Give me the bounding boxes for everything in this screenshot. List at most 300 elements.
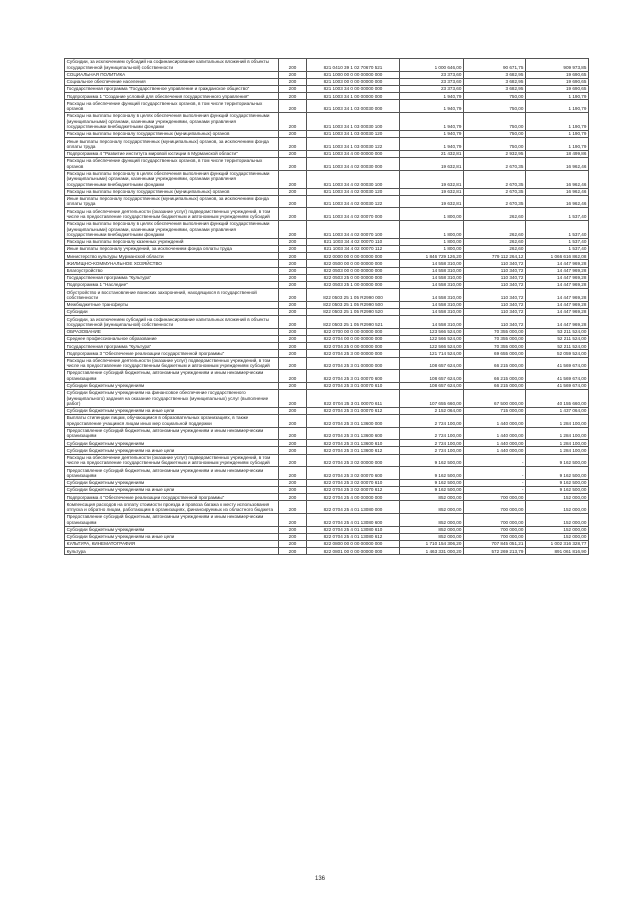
row-classification-code: 822 0503 25 1 05 R2990 000 <box>307 289 400 302</box>
row-name: Расходы на обеспечение деятельности (оказание услуг) подведомственных учреждений, в том числе на предоставление государственным бюджетным и автономным учреждениям субсидий <box>65 454 279 467</box>
row-unexecuted-amount: 1 437 064,00 <box>526 407 589 414</box>
row-line-code: 200 <box>279 447 307 454</box>
row-unexecuted-amount: 16 962,46 <box>526 188 589 195</box>
row-executed-amount: 2 670,35 <box>464 188 526 195</box>
row-unexecuted-amount: 152 000,00 <box>526 501 589 514</box>
row-executed-amount: 1 440 000,00 <box>464 440 526 447</box>
row-approved-amount: 9 162 500,00 <box>400 454 464 467</box>
row-line-code: 200 <box>279 59 307 72</box>
row-line-code: 200 <box>279 308 307 315</box>
row-executed-amount: - <box>464 479 526 486</box>
row-unexecuted-amount: 1 537,40 <box>526 220 589 238</box>
row-classification-code: 822 0503 25 1 05 R2990 520 <box>307 308 400 315</box>
table-row <box>65 382 589 389</box>
row-line-code: 200 <box>279 370 307 383</box>
row-executed-amount: 779 112 264,12 <box>464 253 526 260</box>
row-classification-code: 822 0503 25 1 05 R2990 521 <box>307 316 400 329</box>
row-name: ОБРАЗОВАНИЕ <box>65 328 279 335</box>
row-approved-amount: 1 800,00 <box>400 208 464 221</box>
row-name: Иные выплаты персоналу государственных (муниципальных) органов, за исключением фонда оплаты труда <box>65 138 279 151</box>
row-line-code: 200 <box>279 513 307 526</box>
row-executed-amount: 69 655 000,00 <box>464 350 526 357</box>
row-classification-code: 822 0704 25 3 01 00000 000 <box>307 357 400 370</box>
row-approved-amount: 23 373,60 <box>400 71 464 78</box>
row-executed-amount: 750,00 <box>464 93 526 100</box>
row-name: Иные выплаты персоналу государственных (муниципальных) органов, за исключением фонда оплаты труда <box>65 195 279 208</box>
table-row <box>65 407 589 414</box>
row-executed-amount: 3 682,95 <box>464 78 526 85</box>
row-executed-amount: 3 682,95 <box>464 71 526 78</box>
row-approved-amount: 1 710 154 306,20 <box>400 540 464 547</box>
row-name: Государственная программа "Культура" <box>65 343 279 350</box>
row-classification-code: 821 1003 34 4 02 00030 122 <box>307 195 400 208</box>
row-classification-code: 821 1003 34 1 03 00030 120 <box>307 130 400 137</box>
row-line-code: 200 <box>279 100 307 113</box>
row-name: Субсидии <box>65 308 279 315</box>
table-row <box>65 447 589 454</box>
row-name: Расходы на обеспечение функций государственных органов, в том числе территориальных органов <box>65 157 279 170</box>
row-executed-amount: 2 670,35 <box>464 157 526 170</box>
table-row <box>65 78 589 85</box>
row-approved-amount: 1 940,79 <box>400 130 464 137</box>
row-name: Выплаты стипендии лицам, обучающимся в образовательных организациях, в также предоставление учащимся лицам иных мер социальной поддержки <box>65 415 279 428</box>
row-name: Расходы на выплаты персоналу в целях обеспечения выполнения функций государственными (муниципальными) органами, казенными учреждениями, органами управления государственными внебюджетными фондами <box>65 112 279 130</box>
row-line-code: 200 <box>279 479 307 486</box>
row-unexecuted-amount: 41 569 674,00 <box>526 370 589 383</box>
row-name: Субсидии бюджетным учреждениям <box>65 526 279 533</box>
row-unexecuted-amount: 1 284 100,00 <box>526 440 589 447</box>
row-line-code: 200 <box>279 170 307 188</box>
row-name: Субсидии бюджетным учреждениям <box>65 479 279 486</box>
row-approved-amount: 9 162 500,00 <box>400 467 464 480</box>
row-line-code: 200 <box>279 343 307 350</box>
table-row <box>65 157 589 170</box>
row-unexecuted-amount: 1 190,79 <box>526 130 589 137</box>
table-row <box>65 85 589 92</box>
row-name: Обустройство и восстановление воинских захоронений, находящихся в государственной собственности <box>65 289 279 302</box>
table-row <box>65 487 589 494</box>
row-line-code: 200 <box>279 415 307 428</box>
row-classification-code: 822 0704 25 4 00 00000 000 <box>307 494 400 501</box>
row-classification-code: 822 0704 25 4 01 13080 612 <box>307 533 400 540</box>
row-unexecuted-amount: 14 447 969,28 <box>526 282 589 289</box>
row-executed-amount: 110 340,72 <box>464 289 526 302</box>
row-executed-amount: 572 269 213,79 <box>464 548 526 555</box>
row-unexecuted-amount: 152 000,00 <box>526 494 589 501</box>
row-approved-amount: 14 558 310,00 <box>400 282 464 289</box>
table-row <box>65 440 589 447</box>
row-executed-amount: 700 000,00 <box>464 501 526 514</box>
row-name: Субсидии бюджетным учреждениям <box>65 382 279 389</box>
row-name: Предоставление субсидий бюджетным, автономным учреждениям и иным некоммерческим организациям <box>65 427 279 440</box>
row-classification-code: 822 0704 25 3 00 00000 000 <box>307 350 400 357</box>
table-row <box>65 238 589 245</box>
row-name: Иные выплаты персоналу учреждений, за исключением фонда оплаты труда <box>65 246 279 253</box>
table-row <box>65 150 589 157</box>
row-line-code: 200 <box>279 282 307 289</box>
row-classification-code: 821 1003 34 4 02 00070 100 <box>307 220 400 238</box>
row-executed-amount: 700 000,00 <box>464 513 526 526</box>
row-executed-amount: 110 340,72 <box>464 282 526 289</box>
row-executed-amount: 110 340,72 <box>464 301 526 308</box>
row-classification-code: 821 1003 34 4 02 00030 100 <box>307 170 400 188</box>
table-row <box>65 253 589 260</box>
row-unexecuted-amount: 1 066 616 862,08 <box>526 253 589 260</box>
row-line-code: 200 <box>279 494 307 501</box>
row-line-code: 200 <box>279 289 307 302</box>
row-line-code: 200 <box>279 267 307 274</box>
row-unexecuted-amount: 14 447 969,28 <box>526 301 589 308</box>
row-executed-amount: 2 932,95 <box>464 150 526 157</box>
row-approved-amount: 1 940,79 <box>400 93 464 100</box>
row-unexecuted-amount: 1 284 100,00 <box>526 447 589 454</box>
row-name: Субсидии, за исключением субсидий на софинансирование капитальных вложений в объекты государственной (муниципальной) собственности <box>65 316 279 329</box>
row-executed-amount: - <box>464 487 526 494</box>
row-line-code: 200 <box>279 253 307 260</box>
table-row <box>65 130 589 137</box>
row-approved-amount: 21 432,81 <box>400 150 464 157</box>
row-name: Культура <box>65 548 279 555</box>
row-classification-code: 822 0503 25 1 00 00000 000 <box>307 282 400 289</box>
row-classification-code: 821 1003 34 4 02 00030 000 <box>307 157 400 170</box>
row-unexecuted-amount: 19 690,65 <box>526 85 589 92</box>
row-classification-code: 822 0704 25 3 02 00070 610 <box>307 479 400 486</box>
row-unexecuted-amount: 9 162 500,00 <box>526 454 589 467</box>
row-classification-code: 822 0503 00 0 00 00000 000 <box>307 267 400 274</box>
row-line-code: 200 <box>279 389 307 407</box>
row-approved-amount: 14 558 310,00 <box>400 274 464 281</box>
row-classification-code: 822 0503 25 1 05 R2990 500 <box>307 301 400 308</box>
row-executed-amount: 700 000,00 <box>464 494 526 501</box>
row-approved-amount: 19 632,81 <box>400 188 464 195</box>
row-line-code: 200 <box>279 382 307 389</box>
row-approved-amount: 9 162 500,00 <box>400 487 464 494</box>
row-classification-code: 822 0704 25 0 00 00000 000 <box>307 343 400 350</box>
row-line-code: 200 <box>279 501 307 514</box>
table-row <box>65 274 589 281</box>
table-row <box>65 526 589 533</box>
table-row <box>65 100 589 113</box>
row-name: Расходы на обеспечение деятельности (оказание услуг) подведомственных учреждений, в том числе на предоставление государственным бюджетным и автономным учреждениям субсидий <box>65 357 279 370</box>
row-unexecuted-amount: 152 000,00 <box>526 513 589 526</box>
row-classification-code: 821 1003 34 4 00 00000 000 <box>307 150 400 157</box>
row-name: Государственная программа "Культура" <box>65 274 279 281</box>
row-line-code: 200 <box>279 533 307 540</box>
row-name: Министерство культуры Мурманской области <box>65 253 279 260</box>
row-line-code: 200 <box>279 540 307 547</box>
row-line-code: 200 <box>279 220 307 238</box>
row-line-code: 200 <box>279 238 307 245</box>
table-row <box>65 170 589 188</box>
row-line-code: 200 <box>279 208 307 221</box>
row-classification-code: 821 1003 34 1 03 00030 100 <box>307 112 400 130</box>
row-line-code: 200 <box>279 85 307 92</box>
row-approved-amount: 1 463 331 000,20 <box>400 548 464 555</box>
row-classification-code: 822 0704 25 4 01 13080 600 <box>307 513 400 526</box>
row-approved-amount: 121 714 524,00 <box>400 350 464 357</box>
row-name: Расходы на обеспечение функций государственных органов, в том числе территориальных органов <box>65 100 279 113</box>
row-unexecuted-amount: 52 059 524,00 <box>526 350 589 357</box>
row-executed-amount: 1 440 000,00 <box>464 415 526 428</box>
table-row <box>65 188 589 195</box>
row-line-code: 200 <box>279 112 307 130</box>
row-classification-code: 822 0801 00 0 00 00000 000 <box>307 548 400 555</box>
row-unexecuted-amount: 1 190,79 <box>526 112 589 130</box>
row-classification-code: 821 1000 00 0 00 00000 000 <box>307 71 400 78</box>
row-executed-amount: 66 215 000,00 <box>464 382 526 389</box>
row-unexecuted-amount: 18 499,86 <box>526 150 589 157</box>
row-unexecuted-amount: 14 447 969,28 <box>526 308 589 315</box>
row-name: Подпрограмма 3 "Обеспечение реализации государственной программы" <box>65 350 279 357</box>
row-classification-code: 822 0503 25 0 00 00000 000 <box>307 274 400 281</box>
row-name: Предоставление субсидий бюджетным, автономным учреждениям и иным некоммерческим организациям <box>65 467 279 480</box>
row-classification-code: 822 0800 00 0 00 00000 000 <box>307 540 400 547</box>
row-classification-code: 821 1003 34 1 03 00030 122 <box>307 138 400 151</box>
row-name: Субсидии, за исключением субсидий на софинансирование капитальных вложений в объекты государственной (муниципальной) собственности <box>65 59 279 72</box>
row-name: Субсидии бюджетным учреждениям на иные цели <box>65 533 279 540</box>
row-line-code: 200 <box>279 150 307 157</box>
row-classification-code: 822 0000 00 0 00 00000 000 <box>307 253 400 260</box>
row-name: ЖИЛИЩНО-КОММУНАЛЬНОЕ ХОЗЯЙСТВО <box>65 260 279 267</box>
row-line-code: 200 <box>279 316 307 329</box>
row-approved-amount: 852 000,00 <box>400 533 464 540</box>
row-classification-code: 821 1003 34 4 02 00070 000 <box>307 208 400 221</box>
row-approved-amount: 14 558 310,00 <box>400 267 464 274</box>
row-classification-code: 822 0704 00 0 00 00000 000 <box>307 335 400 342</box>
row-approved-amount: 852 000,00 <box>400 494 464 501</box>
row-approved-amount: 19 632,81 <box>400 157 464 170</box>
row-executed-amount: 3 682,95 <box>464 85 526 92</box>
row-executed-amount: 110 340,72 <box>464 267 526 274</box>
row-approved-amount: 108 657 624,00 <box>400 357 464 370</box>
row-unexecuted-amount: 53 211 524,00 <box>526 328 589 335</box>
row-executed-amount: - <box>464 467 526 480</box>
row-line-code: 200 <box>279 188 307 195</box>
row-classification-code: 821 1003 34 1 00 00000 000 <box>307 93 400 100</box>
table-row <box>65 195 589 208</box>
row-line-code: 200 <box>279 526 307 533</box>
row-unexecuted-amount: 40 155 660,00 <box>526 389 589 407</box>
table-row <box>65 343 589 350</box>
row-classification-code: 822 0704 25 3 02 00070 600 <box>307 467 400 480</box>
row-approved-amount: 2 724 100,00 <box>400 415 464 428</box>
row-executed-amount: 262,60 <box>464 246 526 253</box>
row-executed-amount: 2 670,35 <box>464 195 526 208</box>
row-line-code: 200 <box>279 350 307 357</box>
table-row <box>65 548 589 555</box>
row-line-code: 200 <box>279 548 307 555</box>
row-approved-amount: 107 655 660,00 <box>400 389 464 407</box>
table-row <box>65 389 589 407</box>
row-line-code: 200 <box>279 427 307 440</box>
row-executed-amount: 1 440 000,00 <box>464 427 526 440</box>
table-row <box>65 427 589 440</box>
table-row <box>65 357 589 370</box>
row-classification-code: 822 0704 25 3 01 13600 000 <box>307 415 400 428</box>
row-executed-amount: 715 000,00 <box>464 407 526 414</box>
row-name: Субсидии бюджетным учреждениям на финансовое обеспечение государственного (муниципального) задания на оказание государственных (муниципальных) услуг (выполнение работ) <box>65 389 279 407</box>
row-line-code: 200 <box>279 246 307 253</box>
row-line-code: 200 <box>279 71 307 78</box>
table-row <box>65 540 589 547</box>
row-executed-amount: 750,00 <box>464 130 526 137</box>
row-executed-amount: 67 500 000,00 <box>464 389 526 407</box>
row-approved-amount: 9 162 500,00 <box>400 479 464 486</box>
row-executed-amount: 1 440 000,00 <box>464 447 526 454</box>
row-approved-amount: 1 940,79 <box>400 100 464 113</box>
row-approved-amount: 852 000,00 <box>400 513 464 526</box>
row-line-code: 200 <box>279 130 307 137</box>
table-row <box>65 308 589 315</box>
row-approved-amount: 1 800,00 <box>400 246 464 253</box>
row-unexecuted-amount: 52 211 524,00 <box>526 343 589 350</box>
row-unexecuted-amount: 1 537,40 <box>526 246 589 253</box>
row-line-code: 200 <box>279 335 307 342</box>
row-line-code: 200 <box>279 407 307 414</box>
row-classification-code: 822 0700 00 0 00 00000 000 <box>307 328 400 335</box>
row-classification-code: 822 0704 25 4 01 13080 610 <box>307 526 400 533</box>
row-classification-code: 822 0704 25 3 01 13600 610 <box>307 440 400 447</box>
row-approved-amount: 19 632,81 <box>400 170 464 188</box>
row-name: КУЛЬТУРА, КИНЕМАТОГРАФИЯ <box>65 540 279 547</box>
row-executed-amount: 66 215 000,00 <box>464 357 526 370</box>
row-classification-code: 822 0704 25 3 01 13600 612 <box>307 447 400 454</box>
row-approved-amount: 2 724 100,00 <box>400 427 464 440</box>
row-unexecuted-amount: 14 447 969,28 <box>526 260 589 267</box>
row-name: Предоставление субсидий бюджетным, автономным учреждениям и иным некоммерческим организациям <box>65 513 279 526</box>
row-executed-amount: 110 340,72 <box>464 260 526 267</box>
row-name: Расходы на выплаты персоналу казенных учреждений <box>65 238 279 245</box>
row-line-code: 200 <box>279 157 307 170</box>
row-line-code: 200 <box>279 138 307 151</box>
row-name: Благоустройство <box>65 267 279 274</box>
row-name: Расходы на выплаты персоналу в целях обеспечения выполнения функций государственными (муниципальными) органами, казенными учреждениями, органами управления государственными внебюджетными фондами <box>65 170 279 188</box>
row-name: Субсидии бюджетным учреждениям на иные цели <box>65 407 279 414</box>
row-unexecuted-amount: 19 690,65 <box>526 78 589 85</box>
row-line-code: 200 <box>279 93 307 100</box>
row-approved-amount: 14 558 310,00 <box>400 289 464 302</box>
table-row <box>65 370 589 383</box>
row-name: Подпрограмма 4 "Развитие института мировой юстиции в Мурманской области" <box>65 150 279 157</box>
row-approved-amount: 1 846 729 126,20 <box>400 253 464 260</box>
table-row <box>65 260 589 267</box>
row-unexecuted-amount: 14 447 969,28 <box>526 289 589 302</box>
table-row <box>65 112 589 130</box>
table-row <box>65 513 589 526</box>
table-row <box>65 208 589 221</box>
row-name: Расходы на выплаты персоналу государственных (муниципальных) органов <box>65 188 279 195</box>
row-unexecuted-amount: 14 447 969,28 <box>526 274 589 281</box>
row-unexecuted-amount: 909 973,85 <box>526 59 589 72</box>
row-approved-amount: 1 800,00 <box>400 220 464 238</box>
table-row <box>65 138 589 151</box>
row-name: Расходы на выплаты персоналу государственных (муниципальных) органов <box>65 130 279 137</box>
table-row <box>65 467 589 480</box>
row-executed-amount: 2 670,35 <box>464 170 526 188</box>
table-row <box>65 501 589 514</box>
row-executed-amount: 262,60 <box>464 208 526 221</box>
row-unexecuted-amount: 14 447 969,28 <box>526 267 589 274</box>
row-approved-amount: 19 632,81 <box>400 195 464 208</box>
row-name: Расходы на обеспечение деятельности (оказание услуг) подведомственных учреждений, в том числе на предоставление государственным бюджетным и автономным учреждениям субсидий <box>65 208 279 221</box>
row-line-code: 200 <box>279 357 307 370</box>
row-approved-amount: 2 152 064,00 <box>400 407 464 414</box>
row-approved-amount: 14 558 310,00 <box>400 316 464 329</box>
row-executed-amount: 750,00 <box>464 112 526 130</box>
row-unexecuted-amount: 1 190,79 <box>526 100 589 113</box>
row-approved-amount: 23 373,60 <box>400 85 464 92</box>
row-executed-amount: 70 355 000,00 <box>464 328 526 335</box>
row-unexecuted-amount: 19 690,65 <box>526 71 589 78</box>
row-name: Подпрограмма 4 "Обеспечение реализации государственной программы" <box>65 494 279 501</box>
row-executed-amount: 110 340,72 <box>464 316 526 329</box>
row-approved-amount: 1 940,79 <box>400 138 464 151</box>
table-row <box>65 301 589 308</box>
table-row <box>65 220 589 238</box>
row-executed-amount: - <box>464 454 526 467</box>
row-approved-amount: 108 657 624,00 <box>400 370 464 383</box>
row-unexecuted-amount: 16 962,46 <box>526 157 589 170</box>
row-approved-amount: 1 800,00 <box>400 238 464 245</box>
row-unexecuted-amount: 891 061 816,90 <box>526 548 589 555</box>
row-name: Предоставление субсидий бюджетным, автономным учреждениям и иным некоммерческим организациям <box>65 370 279 383</box>
row-unexecuted-amount: 1 190,79 <box>526 93 589 100</box>
row-approved-amount: 2 724 100,00 <box>400 440 464 447</box>
row-classification-code: 821 1003 34 1 03 00030 000 <box>307 100 400 113</box>
row-unexecuted-amount: 1 284 100,00 <box>526 415 589 428</box>
row-executed-amount: 70 355 000,00 <box>464 335 526 342</box>
row-unexecuted-amount: 1 002 316 328,77 <box>526 540 589 547</box>
row-approved-amount: 122 566 524,00 <box>400 335 464 342</box>
row-unexecuted-amount: 152 000,00 <box>526 526 589 533</box>
row-unexecuted-amount: 152 000,00 <box>526 533 589 540</box>
table-row <box>65 289 589 302</box>
table-row <box>65 328 589 335</box>
row-unexecuted-amount: 1 190,79 <box>526 138 589 151</box>
row-line-code: 200 <box>279 195 307 208</box>
table-row <box>65 282 589 289</box>
row-classification-code: 822 0704 25 3 02 00000 000 <box>307 454 400 467</box>
row-executed-amount: 90 671,75 <box>464 59 526 72</box>
table-row <box>65 479 589 486</box>
row-unexecuted-amount: 9 162 500,00 <box>526 467 589 480</box>
row-executed-amount: 750,00 <box>464 100 526 113</box>
row-name: Субсидии бюджетным учреждениям <box>65 440 279 447</box>
row-classification-code: 822 0704 25 3 02 00070 612 <box>307 487 400 494</box>
table-row <box>65 415 589 428</box>
table-row <box>65 350 589 357</box>
row-executed-amount: 66 215 000,00 <box>464 370 526 383</box>
row-line-code: 200 <box>279 301 307 308</box>
row-name: Межбюджетные трансферты <box>65 301 279 308</box>
table-row <box>65 316 589 329</box>
row-executed-amount: 110 340,72 <box>464 308 526 315</box>
row-line-code: 200 <box>279 440 307 447</box>
row-classification-code: 822 0704 25 3 01 00070 611 <box>307 389 400 407</box>
budget-table-sheet <box>64 58 588 555</box>
row-unexecuted-amount: 16 962,46 <box>526 195 589 208</box>
table-row <box>65 494 589 501</box>
row-line-code: 200 <box>279 260 307 267</box>
row-line-code: 200 <box>279 78 307 85</box>
row-classification-code: 821 1003 34 0 00 00000 000 <box>307 85 400 92</box>
row-approved-amount: 852 000,00 <box>400 501 464 514</box>
table-row <box>65 454 589 467</box>
row-name: Компенсация расходов на оплату стоимости проезда и провоза багажа к месту использования отпуска и обратно лицам, работающим в организациях, финансируемых из областного бюджета <box>65 501 279 514</box>
row-executed-amount: 700 000,00 <box>464 526 526 533</box>
row-classification-code: 821 1003 34 4 02 00030 120 <box>307 188 400 195</box>
row-approved-amount: 14 558 310,00 <box>400 301 464 308</box>
